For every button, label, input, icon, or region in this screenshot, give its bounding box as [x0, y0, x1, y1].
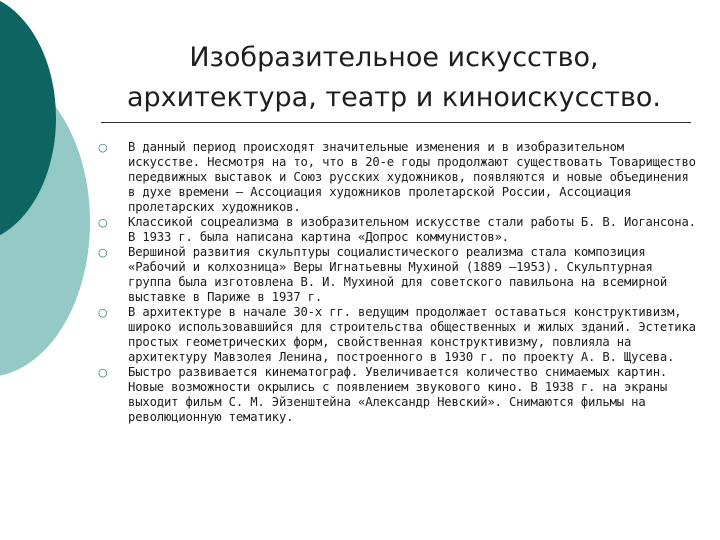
title-line-1: Изобразительное искусство, [189, 42, 599, 73]
bullet-circle-icon: ○ [98, 366, 108, 379]
bullet-circle-icon: ○ [98, 246, 108, 259]
bullet-circle-icon: ○ [98, 141, 108, 154]
title-underline [101, 122, 691, 123]
list-item [92, 215, 696, 245]
list-item [92, 245, 696, 305]
list-item [92, 365, 696, 425]
bullet-circle-icon: ○ [98, 306, 108, 319]
paragraph-text: В архитектуре в начале 30-х гг. ведущим продолжает оставаться конструктивизм, широко использовавшийся для строительства общественных и жилых зданий. Эстетика простых геометрических форм, свойственная конструктивизму, повлияла на архитектуру Мавзолея Ленина, построенного в 1930 г. по проекту А. В. Щусева. [128, 305, 696, 364]
slide-title [96, 38, 692, 118]
title-line-2: архитектура, театр и киноискусство. [126, 82, 661, 113]
bullet-circle-icon: ○ [98, 216, 108, 229]
paragraph-text: Классикой соцреализма в изобразительном искусстве стали работы Б. В. Иогансона. В 1933 г. была написана картина «Допрос коммунистов». [128, 215, 696, 244]
paragraph-text: В данный период происходят значительные изменения и в изобразительном искусстве. Несмотря на то, что в 20-е годы продолжают существовать Товарищество передвижных выставок и Союз русских художников, появляются и новые объединения в духе времени – Ассоциация художников пролетарской России, Ассоциация пролетарских художников. [128, 140, 696, 214]
list-item [92, 140, 696, 215]
paragraph-text: Вершиной развития скульптуры социалистического реализма стала композиция «Рабочий и колхозница» Веры Игнатьевны Мухиной (1889 –1953). Скульптурная группа была изготовлена В. И. Мухиной для советского павильона на всемирной выставке в Париже в 1937 г. [128, 245, 668, 304]
bullet-list [92, 140, 696, 425]
list-item [92, 305, 696, 365]
paragraph-text: Быстро развивается кинематограф. Увеличивается количество снимаемых картин. Новые возможности окрылись с появлением звукового кино. В 1938 г. на экраны выходит фильм С. М. Эйзенштейна «Александр Невский». Снимаются фильмы на революционную тематику. [128, 365, 668, 424]
